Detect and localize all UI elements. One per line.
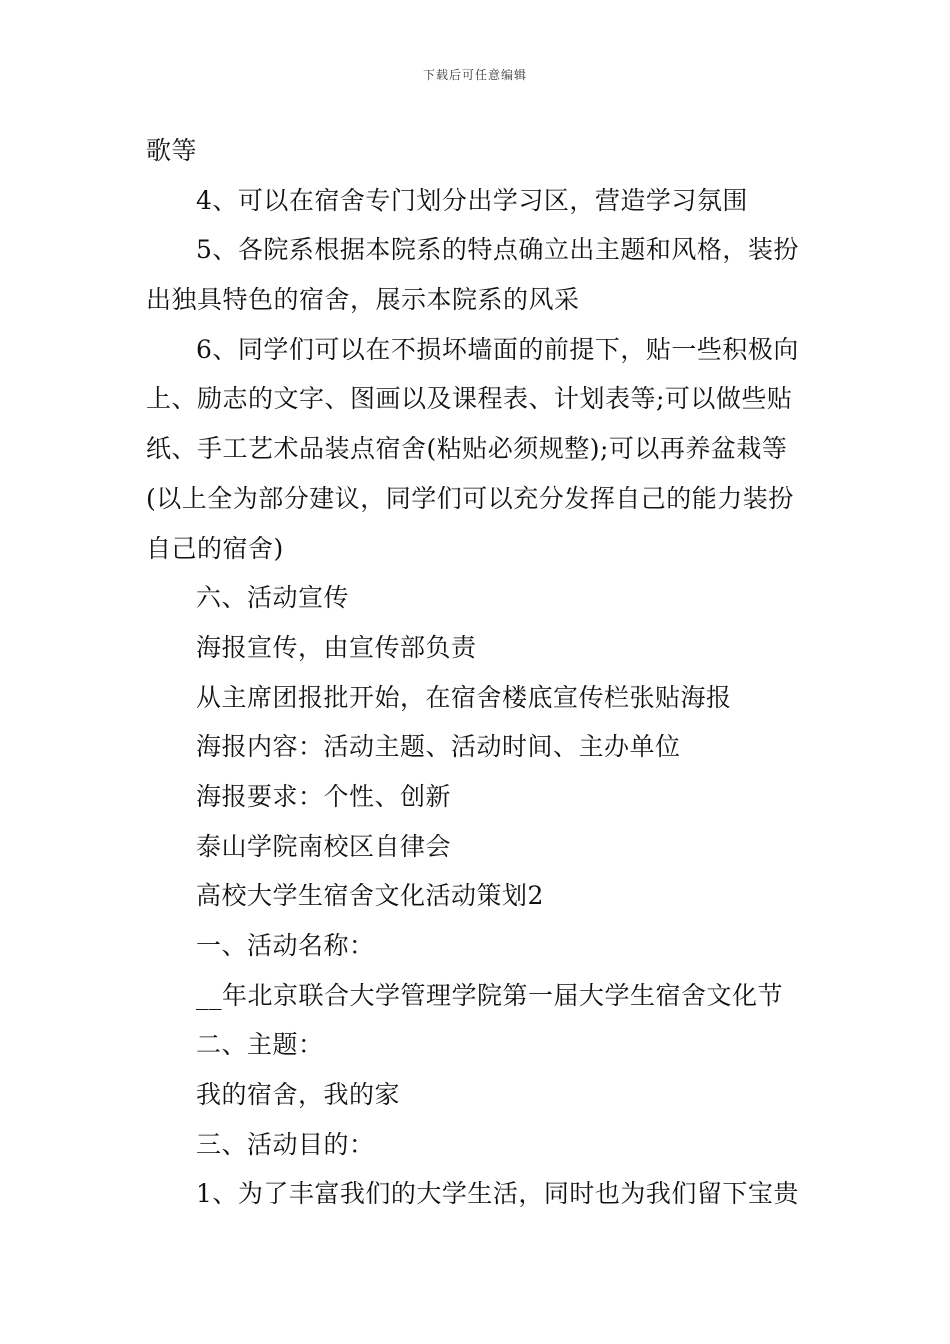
text-line: 出独具特色的宿舍，展示本院系的风采 [146, 285, 580, 315]
section-heading: 二、主题： [196, 1030, 324, 1060]
text-line: 泰山学院南校区自律会 [196, 831, 452, 861]
text-line: 1、为了丰富我们的大学生活，同时也为我们留下宝贵 [196, 1179, 799, 1209]
page-header: 下载后可任意编辑 [422, 68, 527, 82]
text-line: 歌等 [146, 136, 198, 165]
text-line: 6、同学们可以在不损坏墙面的前提下，贴一些积极向 [196, 334, 799, 364]
text-line: 5、各院系根据本院系的特点确立出主题和风格，装扮 [196, 235, 799, 265]
text-line: 4、可以在宿舍专门划分出学习区，营造学习氛围 [196, 185, 748, 215]
text-line: 海报要求：个性、创新 [196, 781, 452, 811]
text-line: 海报内容：活动主题、活动时间、主办单位 [196, 732, 681, 762]
text-line: 从主席团报批开始，在宿舍楼底宣传栏张贴海报 [196, 682, 732, 712]
text-line: 纸、手工艺术品装点宿舍(粘贴必须规整);可以再养盆栽等 [146, 434, 788, 464]
document-title: 高校大学生宿舍文化活动策划2 [196, 881, 544, 911]
document-body [146, 126, 816, 1219]
text-line: 自己的宿舍) [146, 533, 284, 563]
text-line: 上、励志的文字、图画以及课程表、计划表等;可以做些贴 [146, 384, 793, 414]
section-heading: 六、活动宣传 [196, 583, 350, 613]
text-line: 海报宣传，由宣传部负责 [196, 632, 477, 662]
text-line: 我的宿舍，我的家 [196, 1080, 401, 1110]
text-line: __年北京联合大学管理学院第一届大学生宿舍文化节 [196, 980, 784, 1010]
text-line: (以上全为部分建议，同学们可以充分发挥自己的能力装扮 [146, 483, 794, 513]
section-heading: 三、活动目的： [196, 1129, 375, 1159]
section-heading: 一、活动名称： [196, 931, 375, 960]
